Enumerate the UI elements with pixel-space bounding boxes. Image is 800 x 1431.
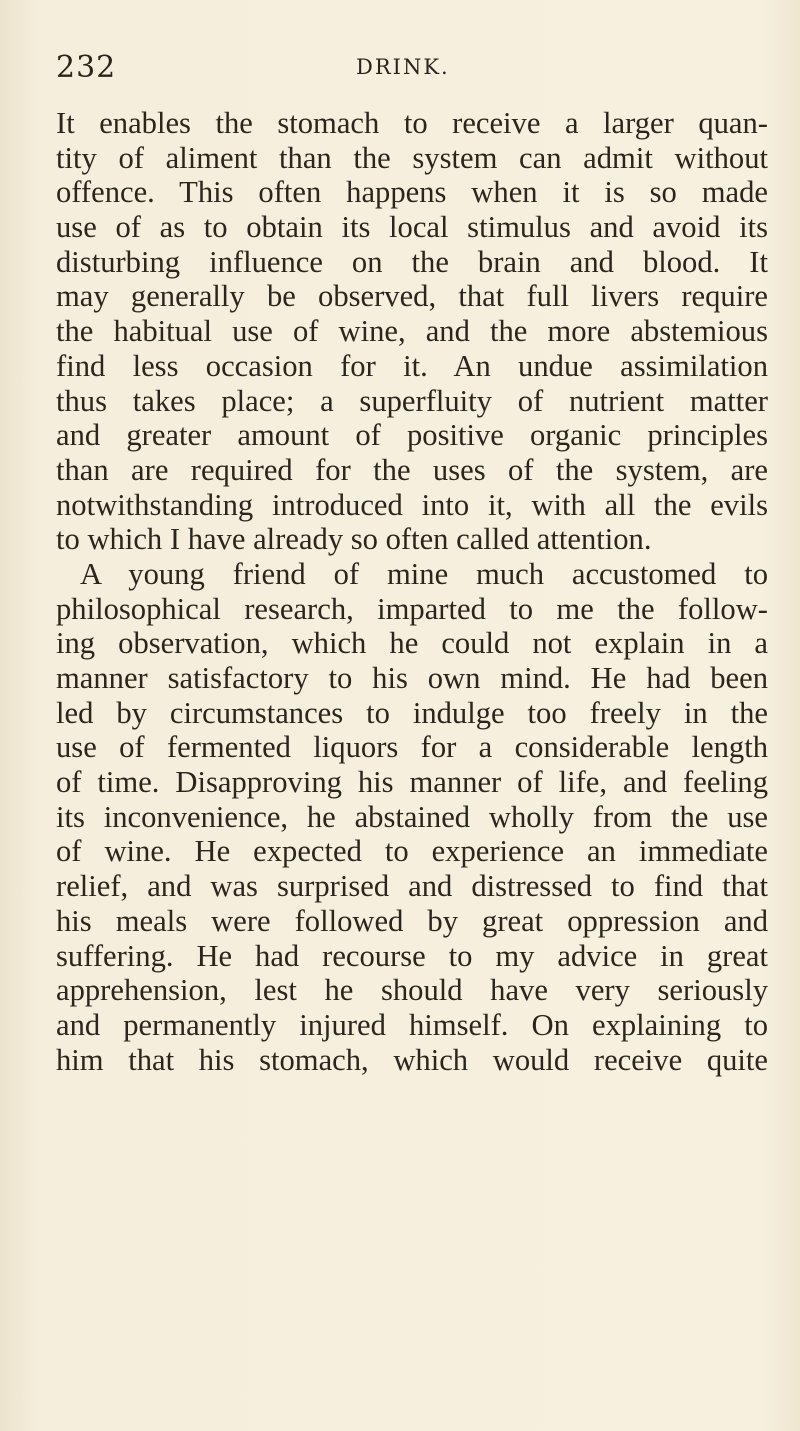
- text-line: thus takes place; a superfluity of nutrient matter: [56, 383, 768, 418]
- text-line: his meals were followed by great oppression and: [56, 903, 768, 938]
- text-line: than are required for the uses of the system, are: [56, 452, 768, 487]
- body-text: [56, 106, 768, 1077]
- text-line: of time. Disapproving his manner of life, and feeling: [56, 765, 768, 800]
- text-line: find less occasion for it. An undue assimilation: [56, 348, 768, 383]
- text-line: notwithstanding introduced into it, with all the evils: [56, 487, 768, 522]
- text-line: A young friend of mine much accustomed to: [80, 556, 768, 591]
- text-line: him that his stomach, which would receive quite: [56, 1042, 768, 1077]
- text-line: ing observation, which he could not explain in a: [56, 626, 768, 661]
- text-line: may generally be observed, that full livers require: [56, 279, 768, 314]
- page-number: 232: [56, 50, 117, 85]
- text-line: apprehension, lest he should have very seriously: [56, 973, 768, 1008]
- text-line: manner satisfactory to his own mind. He had been: [56, 661, 768, 695]
- text-line: its inconvenience, he abstained wholly from the use: [56, 799, 768, 834]
- running-head: [56, 50, 756, 90]
- text-line: and permanently injured himself. On explaining to: [56, 1007, 768, 1042]
- text-line: and greater amount of positive organic principles: [56, 418, 768, 453]
- running-head-title: DRINK.: [356, 55, 450, 79]
- text-line: offence. This often happens when it is so made: [56, 175, 768, 210]
- text-line: disturbing influence on the brain and blood. It: [56, 244, 768, 279]
- text-line: philosophical research, imparted to me the follow-: [56, 591, 768, 626]
- text-line: It enables the stomach to receive a larger quan-: [56, 106, 768, 140]
- text-line: led by circumstances to indulge too freely in the: [56, 695, 768, 730]
- text-line: suffering. He had recourse to my advice in great: [56, 938, 768, 973]
- text-line: use of as to obtain its local stimulus and avoid its: [56, 210, 768, 245]
- text-line: of wine. He expected to experience an immediate: [56, 834, 768, 869]
- text-line: use of fermented liquors for a considerable length: [56, 730, 768, 765]
- text-line: tity of aliment than the system can admit without: [56, 140, 768, 175]
- text-line: the habitual use of wine, and the more abstemious: [56, 314, 768, 349]
- text-line: relief, and was surprised and distressed to find that: [56, 869, 768, 904]
- text-line: to which I have already so often called attention.: [56, 522, 652, 557]
